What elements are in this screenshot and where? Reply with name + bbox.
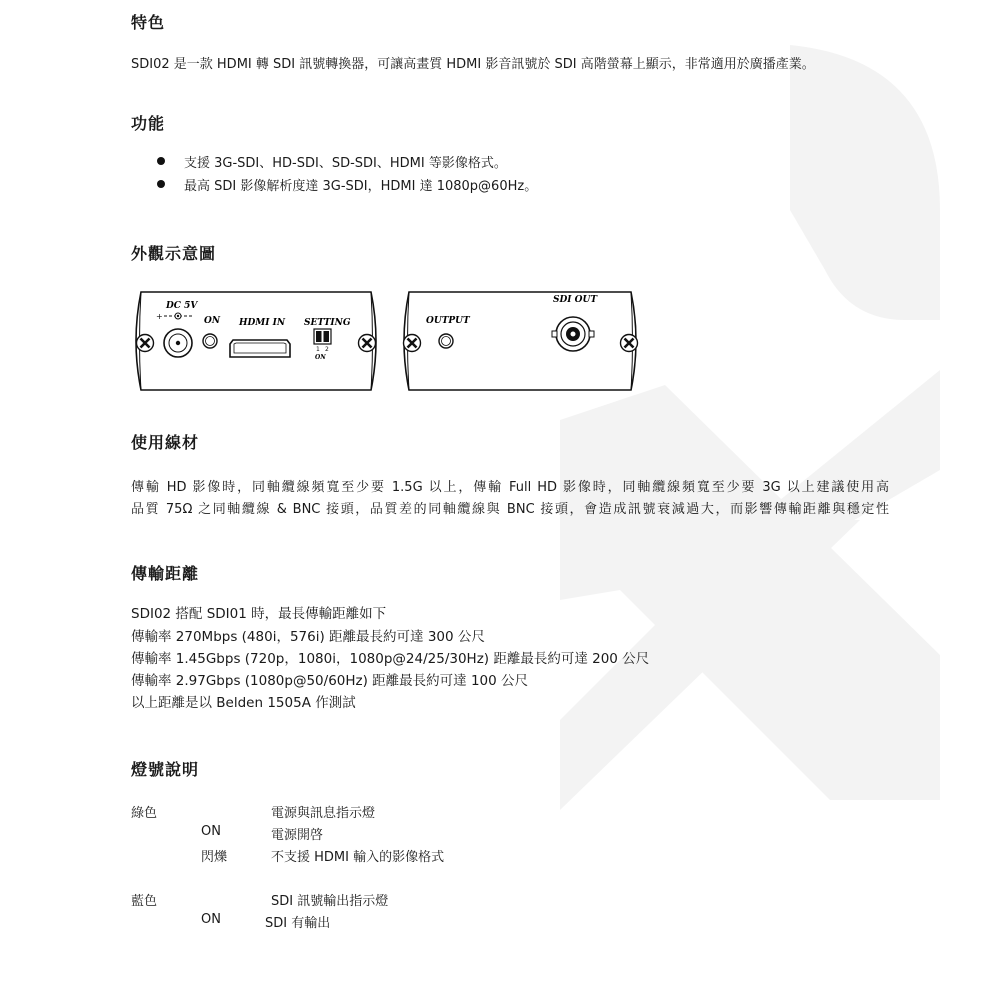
cables-heading: 使用線材 [131, 433, 200, 452]
features-text: SDI02 是一款 HDMI 轉 SDI 訊號轉換器，可讓高畫質 HDMI 影音訊號於 SDI 高階螢幕上顯示，非常適用於廣播產業。 [131, 57, 815, 72]
led-green-desc-on: 電源開啓 [271, 828, 324, 843]
distance-heading: 傳輸距離 [131, 564, 200, 583]
switch-on-label: ON [315, 354, 326, 361]
features-heading: 特色 [131, 13, 166, 32]
led-blue-desc-on: SDI 有輸出 [265, 916, 331, 931]
screw-icon [621, 335, 638, 352]
led-green-desc-blink: 不支援 HDMI 輸入的影像格式 [271, 850, 445, 865]
led-blue-state-on: ON [201, 912, 221, 927]
distance-line-5: 以上距離是以 Belden 1505A 作測試 [131, 695, 356, 711]
led-blue-title: SDI 訊號輸出指示燈 [271, 894, 389, 909]
switch-2-label: 2 [325, 346, 329, 353]
output-label: OUTPUT [426, 316, 470, 326]
switch-1-label: 1 [316, 346, 320, 353]
appearance-heading: 外觀示意圖 [131, 244, 217, 263]
led-green-color: 綠色 [131, 806, 158, 821]
distance-line-2: 傳輸率 270Mbps (480i，576i) 距離最長約可達 300 公尺 [131, 629, 485, 645]
led-blue-color: 藍色 [131, 894, 158, 909]
svg-text:+: + [156, 312, 163, 321]
screw-icon [137, 335, 154, 352]
screw-icon [404, 335, 421, 352]
dip-switch-icon [314, 329, 331, 344]
leds-heading: 燈號說明 [131, 760, 200, 779]
device-diagram [131, 286, 651, 401]
distance-line-1: SDI02 搭配 SDI01 時，最長傳輸距離如下 [131, 606, 387, 622]
distance-line-3: 傳輸率 1.45Gbps (720p，1080i，1080p@24/25/30Hz) 距離最長約可達 200 公尺 [131, 651, 650, 667]
bullet-icon [157, 180, 165, 188]
screw-icon [359, 335, 376, 352]
bullet-icon [157, 157, 165, 165]
dc-label: DC 5V [166, 301, 198, 311]
led-green-state-on: ON [201, 824, 221, 839]
hdmi-in-label: HDMI IN [239, 318, 286, 328]
led-green-state-blink: 閃爍 [201, 850, 228, 865]
output-panel [404, 292, 638, 390]
distance-line-4: 傳輸率 2.97Gbps (1080p@50/60Hz) 距離最長約可達 100 公尺 [131, 673, 529, 689]
setting-label: SETTING [304, 318, 351, 328]
cables-line-2: 品質 75Ω 之同軸纜線 & BNC 接頭，品質差的同軸纜線與 BNC 接頭，會造成訊號衰減過大，而影響傳輸距離與穩定性 [131, 502, 889, 517]
cables-line-1: 傳輸 HD 影像時，同軸纜線頻寬至少要 1.5G 以上，傳輸 Full HD 影像時，同軸纜線頻寬至少要 3G 以上建議使用高 [131, 480, 889, 495]
power-on-label: ON [204, 316, 221, 326]
output-led-icon [439, 334, 453, 348]
power-led-icon [203, 334, 217, 348]
hdmi-port-icon [230, 340, 290, 357]
input-panel [136, 292, 376, 390]
functions-heading: 功能 [131, 114, 166, 133]
functions-item-2: 最高 SDI 影像解析度達 3G-SDI，HDMI 達 1080p@60Hz。 [184, 179, 538, 194]
functions-item-1: 支援 3G-SDI、HD-SDI、SD-SDI、HDMI 等影像格式。 [184, 156, 507, 171]
sdi-out-label: SDI OUT [553, 295, 598, 305]
dc-jack [164, 329, 192, 357]
led-green-title: 電源與訊息指示燈 [271, 806, 376, 821]
